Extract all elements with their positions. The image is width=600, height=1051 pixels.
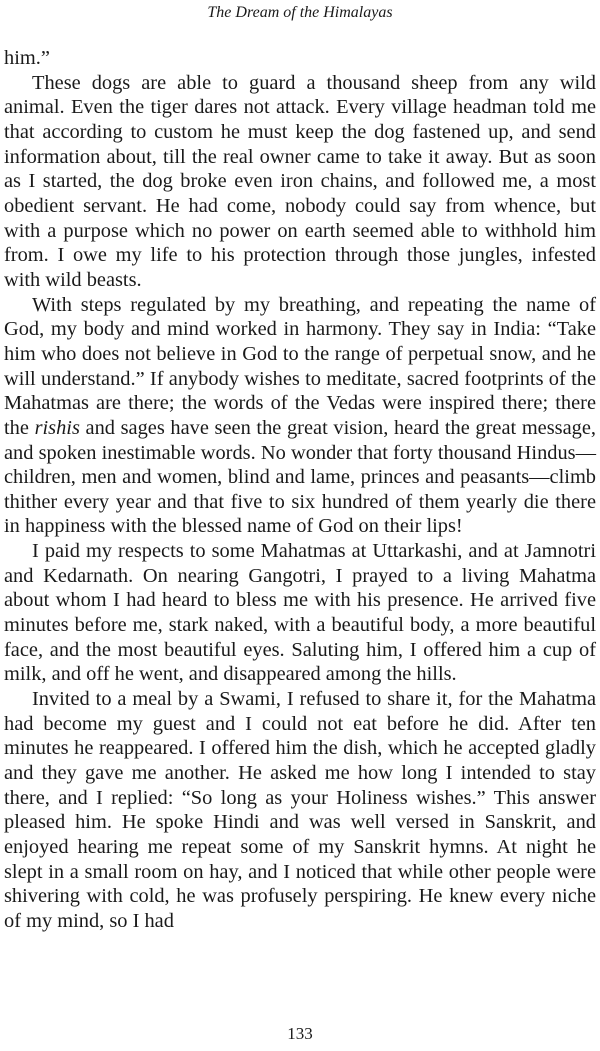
paragraph-dogs: These dogs are able to guard a thousand sheep from any wild animal. Even the tiger dares not attack. Every village headman told me that according to custom he must keep the dog fastened up, and send information about, till the real owner came to take it away. But as soon as I started, the dog broke even iron chains, and followed me, a most obedient servant. He had come, nobody could say from whence, but with a purpose which no power on earth seemed able to withhold him from. I owe my life to his protection through those jungles, infested with wild beasts. bbox=[4, 71, 596, 291]
paragraph-swami-meal: Invited to a meal by a Swami, I refused to share it, for the Mahatma had become my guest and I could not eat before he did. After ten minutes he reappeared. I offered him the dish, which he accepted gladly and they gave me another. He asked me how long I intended to stay there, and I replied: “So long as your Holiness wishes.” This answer pleased him. He spoke Hindi and was well versed in Sanskrit, and enjoyed hearing me repeat some of my Sanskrit hymns. At night he slept in a small room on hay, and I noticed that while other people were shivering with cold, he was profusely perspiring. He knew every niche of my mind, so I had bbox=[4, 688, 596, 932]
paragraph-mahatmas: I paid my respects to some Mahatmas at Uttarkashi, and at Jamnotri and Kedarnath. On nearing Gangotri, I prayed to a living Mahatma about whom I had heard to bless me with his presence. He arrived five minutes before me, stark naked, with a beautiful body, a more beautiful face, and the most beautiful eyes. Saluting him, I offered him a cup of milk, and off he went, and disappeared among the hills. bbox=[4, 540, 596, 686]
running-title: The Dream of the Himalayas bbox=[207, 4, 393, 21]
paragraph-meditation-part-2: and sages have seen the great vision, heard the great message, and spoken inestimable words. No wonder that forty thousand Hindus—children, men and women, blind and lame, princes and peasants—climb thither every year and that five to six hundred of them yearly die there in happiness with the blessed name of God on their lips! bbox=[4, 416, 596, 538]
paragraph-continued: him.” bbox=[4, 47, 50, 69]
paragraph-meditation bbox=[4, 293, 596, 540]
page-number: 133 bbox=[287, 1024, 313, 1043]
italic-term-rishis: rishis bbox=[34, 416, 80, 439]
body-text bbox=[4, 46, 596, 934]
paragraph-meditation-part-1: With steps regulated by my breathing, and repeating the name of God, my body and mind worked in harmony. They say in India: “Take him who does not believe in God to the range of perpetual snow, and he will understand.” If anybody wishes to meditate, sacred footprints of the Mahatmas are there; the words of the Vedas were inspired there; there the bbox=[4, 293, 596, 439]
